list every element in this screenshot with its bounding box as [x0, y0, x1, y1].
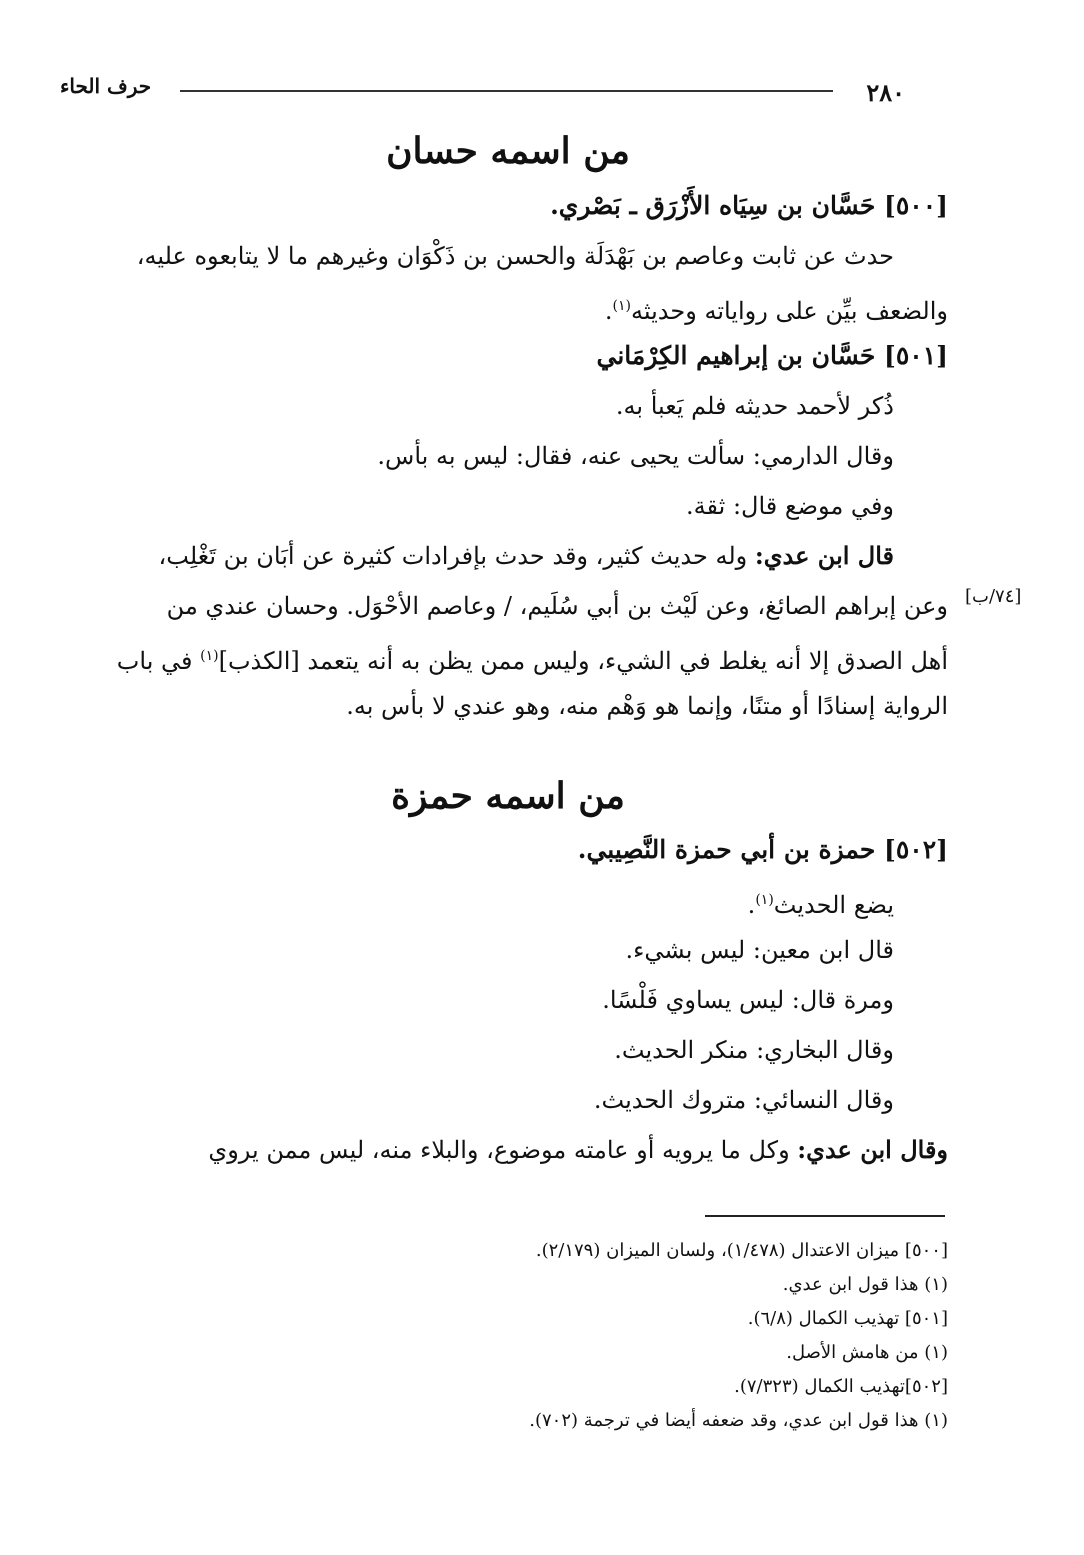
- entry-501-line: [68, 536, 894, 576]
- footnote: (١) هذا قول ابن عدي.: [782, 1274, 948, 1295]
- punctuation: .: [604, 297, 613, 325]
- entry-502-text: وكل ما يرويه أو عامته موضوع، والبلاء منه، ليس ممن يروي: [208, 1136, 798, 1164]
- entry-501-text: في باب: [116, 647, 201, 675]
- entry-500-text: والضعف بيِّن على رواياته وحديثه: [631, 297, 948, 325]
- entry-501-text: وله حديث كثير، وقد حدث بإفرادات كثيرة عن أبَان بن تَغْلِب،: [158, 542, 755, 570]
- entry-502-line: ومرة قال: ليس يساوي فَلْسًا.: [602, 986, 894, 1014]
- speaker-lead: وقال ابن عدي:: [797, 1135, 948, 1164]
- entry-502-text: يضع الحديث: [773, 891, 894, 919]
- entry-502-line: وقال النسائي: متروك الحديث.: [593, 1086, 894, 1114]
- entry-502-line: وقال البخاري: منكر الحديث.: [614, 1036, 894, 1064]
- entry-501-line: وقال الدارمي: سألت يحيى عنه، فقال: ليس به بأس.: [377, 442, 894, 470]
- entry-500-line: حدث عن ثابت وعاصم بن بَهْدَلَة والحسن بن ذَكْوَان وغيرهم ما لا يتابعوه عليه،: [136, 242, 894, 270]
- entry-502-line: قال ابن معين: ليس بشيء.: [625, 936, 894, 964]
- footnote-ref: (١): [755, 892, 774, 908]
- entry-501-line: وفي موضع قال: ثقة.: [686, 492, 894, 520]
- entry-500-title: [٥٠٠] حَسَّان بن سِيَاه الأَزْرَق ـ بَصْري.: [550, 191, 948, 220]
- entry-502-title: [٥٠٢] حمزة بن أبي حمزة النَّصِيبي.: [577, 835, 948, 864]
- footnote-ref: (١): [200, 648, 219, 664]
- footnote: [٥٠٠] ميزان الاعتدال (١/٤٧٨)، ولسان الميزان (٢/١٧٩).: [535, 1240, 948, 1261]
- entry-501-line: ذُكر لأحمد حديثه فلم يَعبأ به.: [615, 392, 894, 420]
- speaker-lead: قال ابن عدي:: [754, 541, 894, 570]
- entry-501-title: [٥٠١] حَسَّان بن إبراهيم الكِرْمَاني: [596, 341, 948, 370]
- entry-501-line: الرواية إسنادًا أو متنًا، وإنما هو وَهْم منه، وهو عندي لا بأس به.: [346, 692, 948, 720]
- footnote-rule: [705, 1215, 945, 1217]
- footnote: (١) هذا قول ابن عدي، وقد ضعفه أيضا في ترجمة (٧٠٢).: [529, 1410, 948, 1431]
- footnote: [٥٠٢]تهذيب الكمال (٧/٣٢٣).: [734, 1376, 948, 1397]
- entry-501-line: وعن إبراهم الصائغ، وعن لَيْث بن أبي سُلَيم، / وعاصم الأحْوَل. وحسان عندي من: [166, 592, 948, 620]
- chapter-title: حرف الحاء: [60, 74, 152, 98]
- section-title-hamza: من اسمه حمزة: [391, 775, 625, 817]
- entry-501-text: أهل الصدق إلا أنه يغلط في الشيء، وليس ممن يظن به أنه يتعمد [الكذب]: [218, 647, 948, 675]
- manuscript-folio-ref: [٧٤/ب]: [965, 586, 1022, 607]
- running-header: [60, 70, 905, 110]
- header-rule: [180, 90, 833, 92]
- footnote-ref: (١): [612, 298, 632, 314]
- page-number: ٢٨٠: [866, 78, 905, 107]
- footnote: [٥٠١] تهذيب الكمال (٦/٨).: [747, 1308, 948, 1329]
- entry-500-line: [68, 286, 948, 331]
- punctuation: .: [747, 891, 756, 919]
- entry-501-line: [68, 636, 948, 681]
- entry-502-line: [68, 1130, 948, 1170]
- section-title-hassan: من اسمه حسان: [386, 130, 630, 172]
- footnote: (١) من هامش الأصل.: [786, 1342, 948, 1363]
- entry-502-line: [68, 880, 894, 925]
